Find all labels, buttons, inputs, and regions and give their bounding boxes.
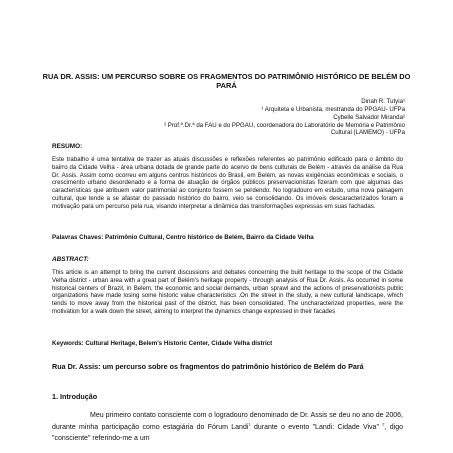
section-body (52, 410, 403, 445)
author-block-2 (145, 114, 405, 137)
abstract-heading: ABSTRACT: (52, 256, 89, 263)
body-text-b: durante o evento "Landi: Cidade Viva" (250, 423, 383, 431)
palavras-chave: Palavras Chaves: Patrimônio Cultural, Centro histórico de Belém, Bairro da Cidade Velha (52, 234, 314, 241)
footnote-ref[interactable]: 2 (382, 421, 385, 427)
author-name: Cybelle Salvador Miranda² (333, 114, 405, 121)
body-text-a: Meu primeiro contato consciente com o logradouro denominado de Dr. Assis se deu no ano de 2006, durante minha participação como estagiária do Fórum Landi (52, 412, 403, 431)
paper-title: RUA DR. ASSIS: UM PERCURSO SOBRE OS FRAGMENTOS DO PATRIMÔNIO HISTÓRICO DE BELÉM DO PARÁ (42, 72, 411, 90)
footnote-ref[interactable]: 1 (248, 421, 251, 427)
abstract-text: This article is an attempt to bring the current discussions and debates concerning the built heritage to the scope of the Cidade Velha district - urban area with a great part of Belém's heritage property - through analysis of Rua Dr. Assis. As occurred in some historical centers of Brazil, in Belem, the economic and social demands, urban sprawl and the actions of preservationists public organizations have made losing some historic value characteristics .On the street in the study, a new cultural landscape, which tends to move away from the historical past of the district, has been consolidated. The uncharacterized properties, were the motivation for a walk down the street, aiming to interpret the dynamics change expressed in their facades (52, 269, 403, 315)
section-heading: 1. Introdução (52, 392, 98, 401)
author-affiliation: ² Prof.ª.Dr.ª da FAU e do PPGAU, coordenadora do Laboratório de Memória e Patrimônio Cultural (LAMEMO) - UFPa (164, 121, 405, 137)
author-affiliation: ¹ Arquiteta e Urbanista, mestranda do PPGAU- UFPa (261, 105, 405, 113)
keywords: Keywords: Cultural Heritage, Belem's Historic Center, Cidade Velha district (52, 340, 273, 347)
resumo-text: Este trabalho é uma tentativa de trazer as atuais discussões e reflexões referentes ao patrimônio edificado para o âmbito do bairro da Cidade Velha - área urbana dotada de grande parte do acervo de bens culturais de Belém - através da análise da Rua Dr. Assis. Assim como ocorreu em alguns centros históricos do Brasil, em Belém, as novas exigências econômicas e sociais, o crescimento urbano desordenado e a forma de atuação de órgãos públicos preservacionistas fizeram com que algumas das características que atribuem valor patrimonial ao conjunto fossem se perdendo. No logradouro em estudo, uma nova paisagem cultural, que tende a se afastar do passado histórico do bairro, veio se consolidando. Os imóveis descaracterizados foram a motivação para um percurso pela rua, visando interpretar a dinâmica das transformações expressas em suas fachadas. (52, 156, 403, 210)
author-name: Dinah R. Tutyia¹ (361, 98, 405, 105)
body-text-c: , digo "consciente" referindo-me a um (52, 423, 404, 442)
section-subtitle: Rua Dr. Assis: um percurso sobre os fragmentos do patrimônio histórico de Belém do Pará (52, 362, 364, 371)
resumo-heading: RESUMO: (52, 143, 83, 150)
author-block-1 (261, 98, 405, 113)
